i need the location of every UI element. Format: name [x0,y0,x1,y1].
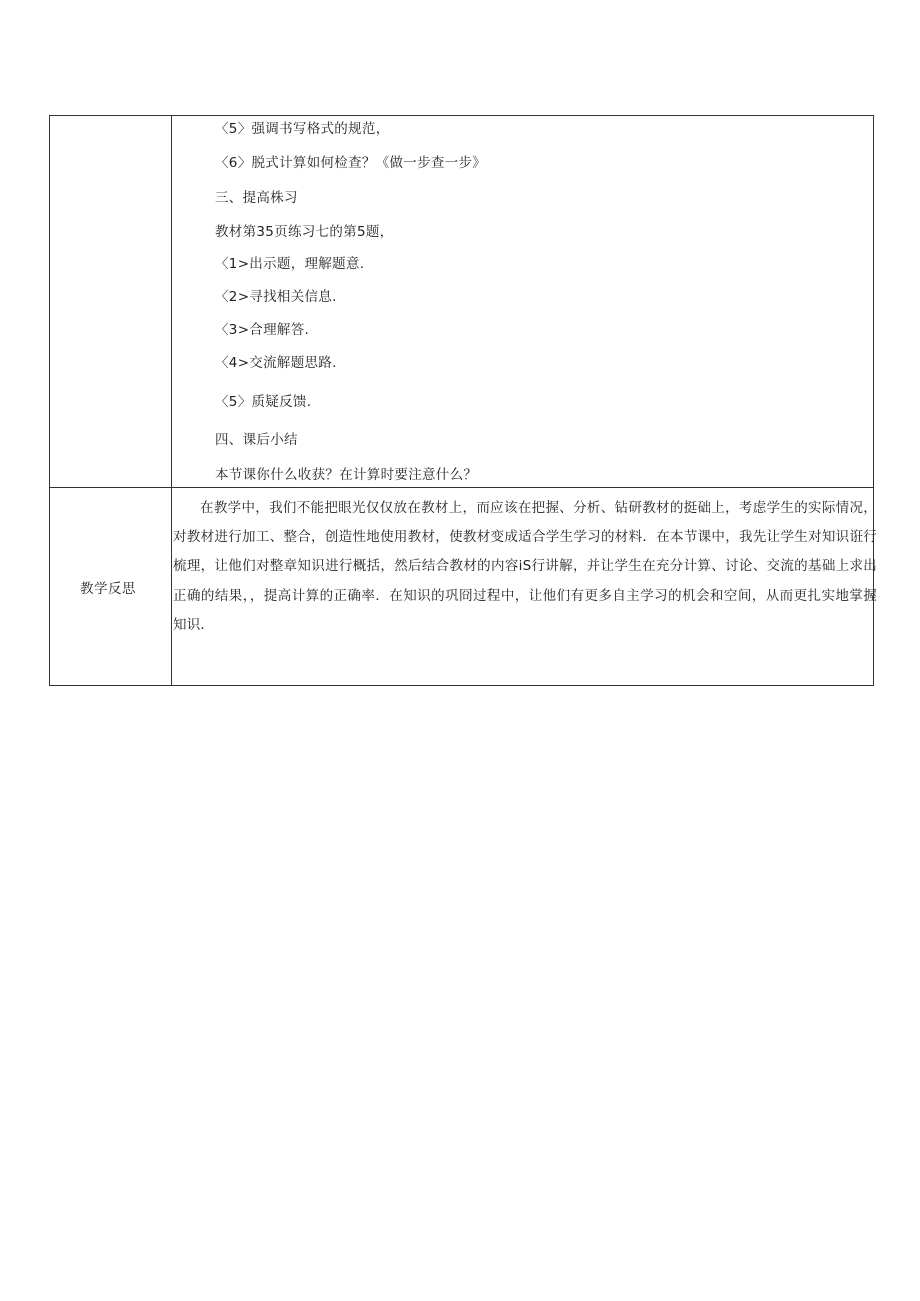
step-line: 〈3>合理解答. [215,322,310,338]
step-line: 〈2>寻找相关信息. [215,289,337,305]
row-divider [50,487,873,488]
step-line: 〈1>出示题，理解题意. [215,256,365,272]
step-line: 〈4>交流解题思路. [215,355,337,371]
step-line: 教材第35页练习七的第5题， [215,224,394,240]
reflection-label: 教学反思 [80,581,136,597]
step-line: 〈5〉质疑反馈. [215,394,312,410]
section-heading: 三、提高株习 [215,190,298,206]
step-line: 〈6〉脱式计算如何检查？《做一步查一步》 [215,155,487,171]
section-heading: 四、课后小结 [215,432,298,448]
reflection-text: 在教学中，我们不能把眼光仅仅放在教材上，而应该在把握、分析、钻研教材的挺础上，考虑学生的实际情况，对教材进行加工、整合，创造性地使用教材，使教材变成适合学生学习的材料．在本节课中，我先让学生对知识诳行梳理，让他们对整章知识进行概括，然后结合教材的内容iS行讲解，并让学生在充分计算、讨论、交流的基础上求出正确的结果，，提高计算的正确率．在知识的巩冏过程中，让他们有更多自主学习的机会和空间，从而更扎实地掌握知识． [173,500,877,633]
step-line: 〈5〉强调书写格式的规范， [215,121,390,137]
column-divider [171,116,172,685]
summary-question: 本节课你什么收获？在计算时要注意什么？ [215,467,478,483]
